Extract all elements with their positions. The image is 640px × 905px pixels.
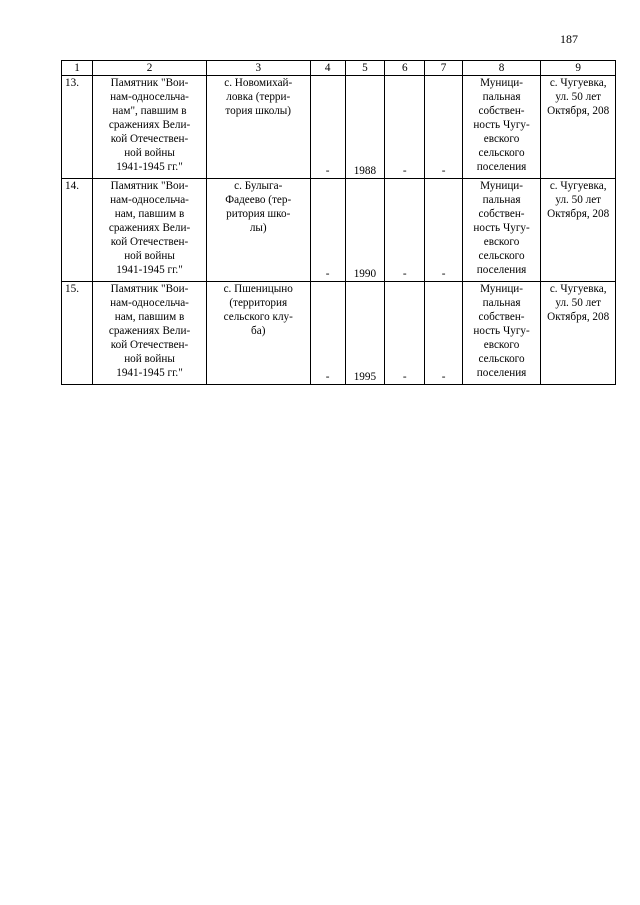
header-cell: 2 [93, 61, 207, 76]
monument-name-cell [93, 282, 207, 385]
header-cell: 6 [385, 61, 425, 76]
monument-name-line: ной войны [124, 250, 175, 262]
ownership-line: пальная [482, 297, 521, 309]
row-number-cell: 14. [62, 179, 93, 282]
location-line: ловка (терри- [226, 91, 291, 103]
ownership-line: сельского [478, 353, 525, 365]
column-6-cell: - [385, 282, 425, 385]
address-line: Октября, 208 [547, 311, 610, 323]
ownership-cell [462, 179, 541, 282]
location-line: Фадеево (тер- [225, 194, 292, 206]
location-cell [206, 179, 310, 282]
address-line: ул. 50 лет [555, 91, 602, 103]
ownership-line: пальная [482, 194, 521, 206]
location-line: сельского клу- [223, 311, 293, 323]
header-cell: 4 [310, 61, 345, 76]
location-line: ритория шко- [226, 208, 291, 220]
ownership-line: евского [483, 339, 520, 351]
ownership-line: собствен- [478, 311, 525, 323]
year-cell: 1990 [345, 179, 384, 282]
ownership-line: сельского [478, 250, 525, 262]
monument-name-line: нам, павшим в [114, 208, 185, 220]
table-row [62, 179, 616, 282]
location-line: с. Пшеницыно [223, 283, 293, 295]
ownership-line: ность Чугу- [473, 325, 530, 337]
ownership-line: Муници- [480, 283, 524, 295]
monument-name-line: 1941-1945 гг." [116, 161, 183, 173]
monument-name-cell [93, 179, 207, 282]
monument-name-line: ной войны [124, 353, 175, 365]
column-7-cell: - [425, 76, 462, 179]
address-cell [541, 179, 616, 282]
location-cell [206, 282, 310, 385]
header-cell: 8 [462, 61, 541, 76]
address-line: ул. 50 лет [555, 194, 602, 206]
address-line: Октября, 208 [547, 105, 610, 117]
header-cell: 3 [206, 61, 310, 76]
column-6-cell: - [385, 179, 425, 282]
table-row [62, 282, 616, 385]
address-line: ул. 50 лет [555, 297, 602, 309]
monument-name-line: нам, павшим в [114, 311, 185, 323]
location-cell [206, 76, 310, 179]
address-cell [541, 76, 616, 179]
monument-name-line: сражениях Вели- [108, 119, 191, 131]
monument-name-line: ной войны [124, 147, 175, 159]
header-cell: 9 [541, 61, 616, 76]
monument-name-line: кой Отечествен- [110, 339, 189, 351]
column-7-cell: - [425, 179, 462, 282]
ownership-line: сельского [478, 147, 525, 159]
monument-name-line: Памятник "Вои- [110, 180, 189, 192]
address-line: с. Чугуевка, [549, 77, 607, 89]
ownership-line: ность Чугу- [473, 119, 530, 131]
table-row [62, 76, 616, 179]
ownership-line: ность Чугу- [473, 222, 530, 234]
year-cell: 1995 [345, 282, 384, 385]
monument-name-line: нам-односельча- [110, 194, 189, 206]
address-line: с. Чугуевка, [549, 180, 607, 192]
monument-name-line: кой Отечествен- [110, 133, 189, 145]
monument-name-line: сражениях Вели- [108, 325, 191, 337]
location-line: ба) [251, 325, 266, 337]
monuments-table [61, 60, 616, 385]
location-line: с. Новомихай- [224, 77, 293, 89]
table-body [62, 61, 616, 385]
monument-name-line: кой Отечествен- [110, 236, 189, 248]
column-4-cell: - [310, 76, 345, 179]
monument-name-line: сражениях Вели- [108, 222, 191, 234]
monument-name-line: нам", павшим в [112, 105, 187, 117]
location-line: с. Булыга- [234, 180, 283, 192]
ownership-line: собствен- [478, 208, 525, 220]
header-cell: 7 [425, 61, 462, 76]
address-line: Октября, 208 [547, 208, 610, 220]
column-4-cell: - [310, 179, 345, 282]
location-line: лы) [249, 222, 267, 234]
row-number-cell: 13. [62, 76, 93, 179]
row-number-cell: 15. [62, 282, 93, 385]
monument-name-cell [93, 76, 207, 179]
monument-name-line: нам-односельча- [110, 297, 189, 309]
ownership-line: поселения [476, 367, 527, 379]
ownership-line: Муници- [480, 77, 524, 89]
header-cell: 5 [345, 61, 384, 76]
address-cell [541, 282, 616, 385]
ownership-cell [462, 76, 541, 179]
ownership-line: собствен- [478, 105, 525, 117]
column-4-cell: - [310, 282, 345, 385]
monument-name-line: Памятник "Вои- [110, 283, 189, 295]
header-cell: 1 [62, 61, 93, 76]
table-header-row [62, 61, 616, 76]
ownership-line: поселения [476, 161, 527, 173]
address-line: с. Чугуевка, [549, 283, 607, 295]
ownership-line: евского [483, 133, 520, 145]
page-number: 187 [560, 32, 578, 46]
monument-name-line: Памятник "Вои- [110, 77, 189, 89]
ownership-line: пальная [482, 91, 521, 103]
year-cell: 1988 [345, 76, 384, 179]
location-line: (территория [229, 297, 288, 309]
column-7-cell: - [425, 282, 462, 385]
location-line: тория школы) [225, 105, 292, 117]
monument-name-line: нам-односельча- [110, 91, 189, 103]
column-6-cell: - [385, 76, 425, 179]
monument-name-line: 1941-1945 гг." [116, 264, 183, 276]
ownership-line: евского [483, 236, 520, 248]
monument-name-line: 1941-1945 гг." [116, 367, 183, 379]
ownership-line: поселения [476, 264, 527, 276]
ownership-line: Муници- [480, 180, 524, 192]
ownership-cell [462, 282, 541, 385]
